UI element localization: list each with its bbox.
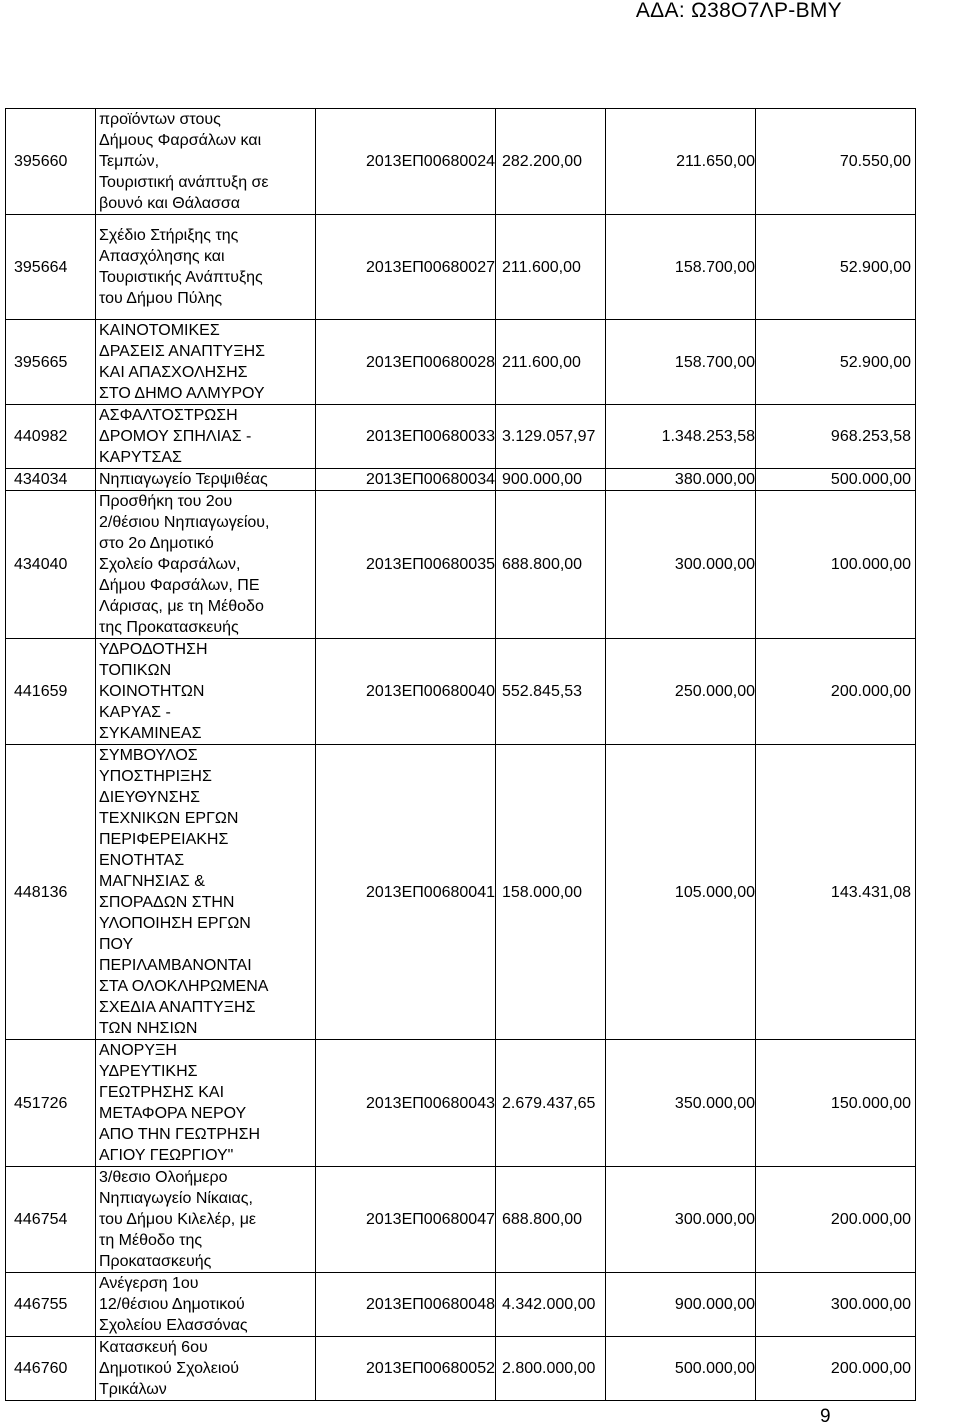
cell-total: 2.800.000,00: [496, 1337, 606, 1401]
cell-id: 446754: [6, 1167, 96, 1273]
projects-table: [5, 108, 916, 1401]
title-line: ΕΝΟΤΗΤΑΣ: [99, 852, 185, 869]
title-line: βουνό και Θάλασσα: [99, 195, 240, 212]
cell-code: 2013ΕΠ00680040: [316, 639, 496, 745]
title-line: του Δήμου Κιλελέρ, με: [99, 1211, 257, 1228]
cell-amount: 211.650,00: [606, 109, 756, 215]
title-line: ΚΑΡΥΑΣ -: [99, 704, 171, 721]
cell-total: 2.679.437,65: [496, 1040, 606, 1167]
cell-code: 2013ΕΠ00680028: [316, 320, 496, 405]
title-line: ΤΕΧΝΙΚΩΝ ΕΡΓΩΝ: [99, 810, 239, 827]
title-line: ΤΟΠΙΚΩΝ: [99, 662, 172, 679]
title-line: ΚΑΙΝΟΤΟΜΙΚΕΣ: [99, 322, 220, 339]
title-line: 2/θέσιου Νηπιαγωγείου,: [99, 514, 270, 531]
cell-total: 282.200,00: [496, 109, 606, 215]
cell-title: [96, 215, 316, 320]
cell-amount: 250.000,00: [606, 639, 756, 745]
title-line: Δήμου Φαρσάλων, ΠΕ: [99, 577, 260, 594]
cell-total: 552.845,53: [496, 639, 606, 745]
title-line: ΠΟΥ: [99, 936, 134, 953]
title-line: ΜΑΓΝΗΣΙΑΣ &: [99, 873, 205, 890]
table-row: [6, 745, 916, 1040]
table-row: [6, 1167, 916, 1273]
cell-title: [96, 1337, 316, 1401]
cell-payment: 200.000,00: [756, 1167, 916, 1273]
title-line: Απασχόλησης και: [99, 248, 225, 265]
title-line: ΠΕΡΙΦΕΡΕΙΑΚΗΣ: [99, 831, 229, 848]
cell-payment: 100.000,00: [756, 491, 916, 639]
cell-payment: 500.000,00: [756, 469, 916, 491]
title-line: ΑΣΦΑΛΤΟΣΤΡΩΣΗ: [99, 407, 238, 424]
title-line: Νηπιαγωγείο Νίκαιας,: [99, 1190, 253, 1207]
cell-code: 2013ΕΠ00680024: [316, 109, 496, 215]
title-line: ΑΠΟ ΤΗΝ ΓΕΩΤΡΗΣΗ: [99, 1126, 261, 1143]
cell-payment: 300.000,00: [756, 1273, 916, 1337]
table-row: [6, 1337, 916, 1401]
cell-code: 2013ΕΠ00680027: [316, 215, 496, 320]
cell-code: 2013ΕΠ00680033: [316, 405, 496, 469]
cell-code: 2013ΕΠ00680035: [316, 491, 496, 639]
table-row: [6, 491, 916, 639]
cell-id: 446755: [6, 1273, 96, 1337]
title-line: ΣΠΟΡΑΔΩΝ ΣΤΗΝ: [99, 894, 235, 911]
title-line: Προκατασκευής: [99, 1253, 212, 1270]
title-line: ΑΝΟΡΥΞΗ: [99, 1042, 177, 1059]
cell-payment: 52.900,00: [756, 320, 916, 405]
cell-title: [96, 405, 316, 469]
cell-code: 2013ΕΠ00680047: [316, 1167, 496, 1273]
cell-id: 448136: [6, 745, 96, 1040]
title-line: ΑΓΙΟΥ ΓΕΩΡΓΙΟΥ": [99, 1147, 234, 1164]
title-line: Τουριστικής Ανάπτυξης: [99, 269, 263, 286]
table-row: [6, 405, 916, 469]
table-row: [6, 320, 916, 405]
cell-total: 211.600,00: [496, 215, 606, 320]
cell-id: 451726: [6, 1040, 96, 1167]
title-line: ΠΕΡΙΛΑΜΒΑΝΟΝΤΑΙ: [99, 957, 252, 974]
cell-payment: 143.431,08: [756, 745, 916, 1040]
title-line: ΣΤΑ ΟΛΟΚΛΗΡΩΜΕΝΑ: [99, 978, 269, 995]
cell-amount: 105.000,00: [606, 745, 756, 1040]
title-line: Δήμους Φαρσάλων και: [99, 132, 262, 149]
title-line: Ανέγερση 1ου: [99, 1275, 199, 1292]
cell-title: [96, 491, 316, 639]
title-line: ΜΕΤΑΦΟΡΑ ΝΕΡΟΥ: [99, 1105, 247, 1122]
title-line: ΚΑΙ ΑΠΑΣΧΟΛΗΣΗΣ: [99, 364, 248, 381]
cell-payment: 150.000,00: [756, 1040, 916, 1167]
title-line: ΚΟΙΝΟΤΗΤΩΝ: [99, 683, 205, 700]
table-row: [6, 215, 916, 320]
cell-code: 2013ΕΠ00680034: [316, 469, 496, 491]
page-number: 9: [820, 1406, 831, 1427]
cell-total: 900.000,00: [496, 469, 606, 491]
title-line: ΥΠΟΣΤΗΡΙΞΗΣ: [99, 768, 212, 785]
title-line: ΤΩΝ ΝΗΣΙΩΝ: [99, 1020, 198, 1037]
cell-id: 434040: [6, 491, 96, 639]
cell-title: [96, 320, 316, 405]
title-line: ΣΥΜΒΟΥΛΟΣ: [99, 747, 198, 764]
cell-id: 395665: [6, 320, 96, 405]
title-line: Λάρισας, με τη Μέθοδο: [99, 598, 264, 615]
title-line: Σχολείο Φαρσάλων,: [99, 556, 241, 573]
table-row: [6, 469, 916, 491]
cell-id: 441659: [6, 639, 96, 745]
cell-payment: 200.000,00: [756, 639, 916, 745]
cell-code: 2013ΕΠ00680043: [316, 1040, 496, 1167]
cell-amount: 350.000,00: [606, 1040, 756, 1167]
table-row: [6, 109, 916, 215]
title-line: Σχολείου Ελασσόνας: [99, 1317, 248, 1334]
title-line: ΣΥΚΑΜΙΝΕΑΣ: [99, 725, 202, 742]
title-line: Κατασκευή 6ου: [99, 1339, 208, 1356]
title-line: Νηπιαγωγείο Τερψιθέας: [99, 471, 268, 488]
cell-code: 2013ΕΠ00680041: [316, 745, 496, 1040]
cell-code: 2013ΕΠ00680048: [316, 1273, 496, 1337]
title-line: Δημοτικού Σχολειού: [99, 1360, 240, 1377]
cell-payment: 968.253,58: [756, 405, 916, 469]
cell-total: 211.600,00: [496, 320, 606, 405]
title-line: ΥΛΟΠΟΙΗΣΗ ΕΡΓΩΝ: [99, 915, 251, 932]
title-line: τη Μέθοδο της: [99, 1232, 203, 1249]
cell-total: 158.000,00: [496, 745, 606, 1040]
table-row: [6, 639, 916, 745]
cell-code: 2013ΕΠ00680052: [316, 1337, 496, 1401]
title-line: προϊόντων στους: [99, 111, 221, 128]
cell-id: 440982: [6, 405, 96, 469]
cell-id: 446760: [6, 1337, 96, 1401]
title-line: ΔΡΟΜΟΥ ΣΠΗΛΙΑΣ -: [99, 428, 252, 445]
cell-amount: 500.000,00: [606, 1337, 756, 1401]
title-line: ΚΑΡΥΤΣΑΣ: [99, 449, 182, 466]
title-line: στο 2ο Δημοτικό: [99, 535, 214, 552]
cell-amount: 380.000,00: [606, 469, 756, 491]
cell-id: 395660: [6, 109, 96, 215]
title-line: της Προκατασκευής: [99, 619, 239, 636]
title-line: Προσθήκη του 2ου: [99, 493, 233, 510]
title-line: ΓΕΩΤΡΗΣΗΣ ΚΑΙ: [99, 1084, 225, 1101]
cell-title: [96, 109, 316, 215]
cell-title: [96, 1167, 316, 1273]
title-line: 3/θεσιο Ολοήμερο: [99, 1169, 228, 1186]
cell-amount: 300.000,00: [606, 491, 756, 639]
cell-title: [96, 469, 316, 491]
cell-title: [96, 1040, 316, 1167]
cell-payment: 52.900,00: [756, 215, 916, 320]
cell-payment: 200.000,00: [756, 1337, 916, 1401]
cell-id: 395664: [6, 215, 96, 320]
cell-title: [96, 1273, 316, 1337]
cell-id: 434034: [6, 469, 96, 491]
title-line: Τρικάλων: [99, 1381, 167, 1398]
cell-amount: 158.700,00: [606, 215, 756, 320]
title-line: Σχέδιο Στήριξης της: [99, 227, 239, 244]
title-line: ΥΔΡΟΔΟΤΗΣΗ: [99, 641, 208, 658]
cell-amount: 1.348.253,58: [606, 405, 756, 469]
cell-total: 4.342.000,00: [496, 1273, 606, 1337]
table-row: [6, 1040, 916, 1167]
cell-amount: 158.700,00: [606, 320, 756, 405]
title-line: ΔΙΕΥΘΥΝΣΗΣ: [99, 789, 201, 806]
table-row: [6, 1273, 916, 1337]
title-line: ΣΧΕΔΙΑ ΑΝΑΠΤΥΞΗΣ: [99, 999, 256, 1016]
title-line: 12/θέσιου Δημοτικού: [99, 1296, 245, 1313]
title-line: του Δήμου Πύλης: [99, 290, 223, 307]
cell-title: [96, 745, 316, 1040]
cell-total: 688.800,00: [496, 491, 606, 639]
ada-header: ΑΔΑ: Ω38Ο7ΛΡ-ΒΜΥ: [635, 0, 842, 22]
title-line: ΣΤΟ ΔΗΜΟ ΑΛΜΥΡΟΥ: [99, 385, 265, 402]
cell-amount: 900.000,00: [606, 1273, 756, 1337]
cell-title: [96, 639, 316, 745]
cell-payment: 70.550,00: [756, 109, 916, 215]
title-line: Τουριστική ανάπτυξη σε: [99, 174, 269, 191]
cell-amount: 300.000,00: [606, 1167, 756, 1273]
title-line: ΔΡΑΣΕΙΣ ΑΝΑΠΤΥΞΗΣ: [99, 343, 266, 360]
cell-total: 688.800,00: [496, 1167, 606, 1273]
title-line: Τεμπών,: [99, 153, 160, 170]
cell-total: 3.129.057,97: [496, 405, 606, 469]
title-line: ΥΔΡΕΥΤΙΚΗΣ: [99, 1063, 198, 1080]
